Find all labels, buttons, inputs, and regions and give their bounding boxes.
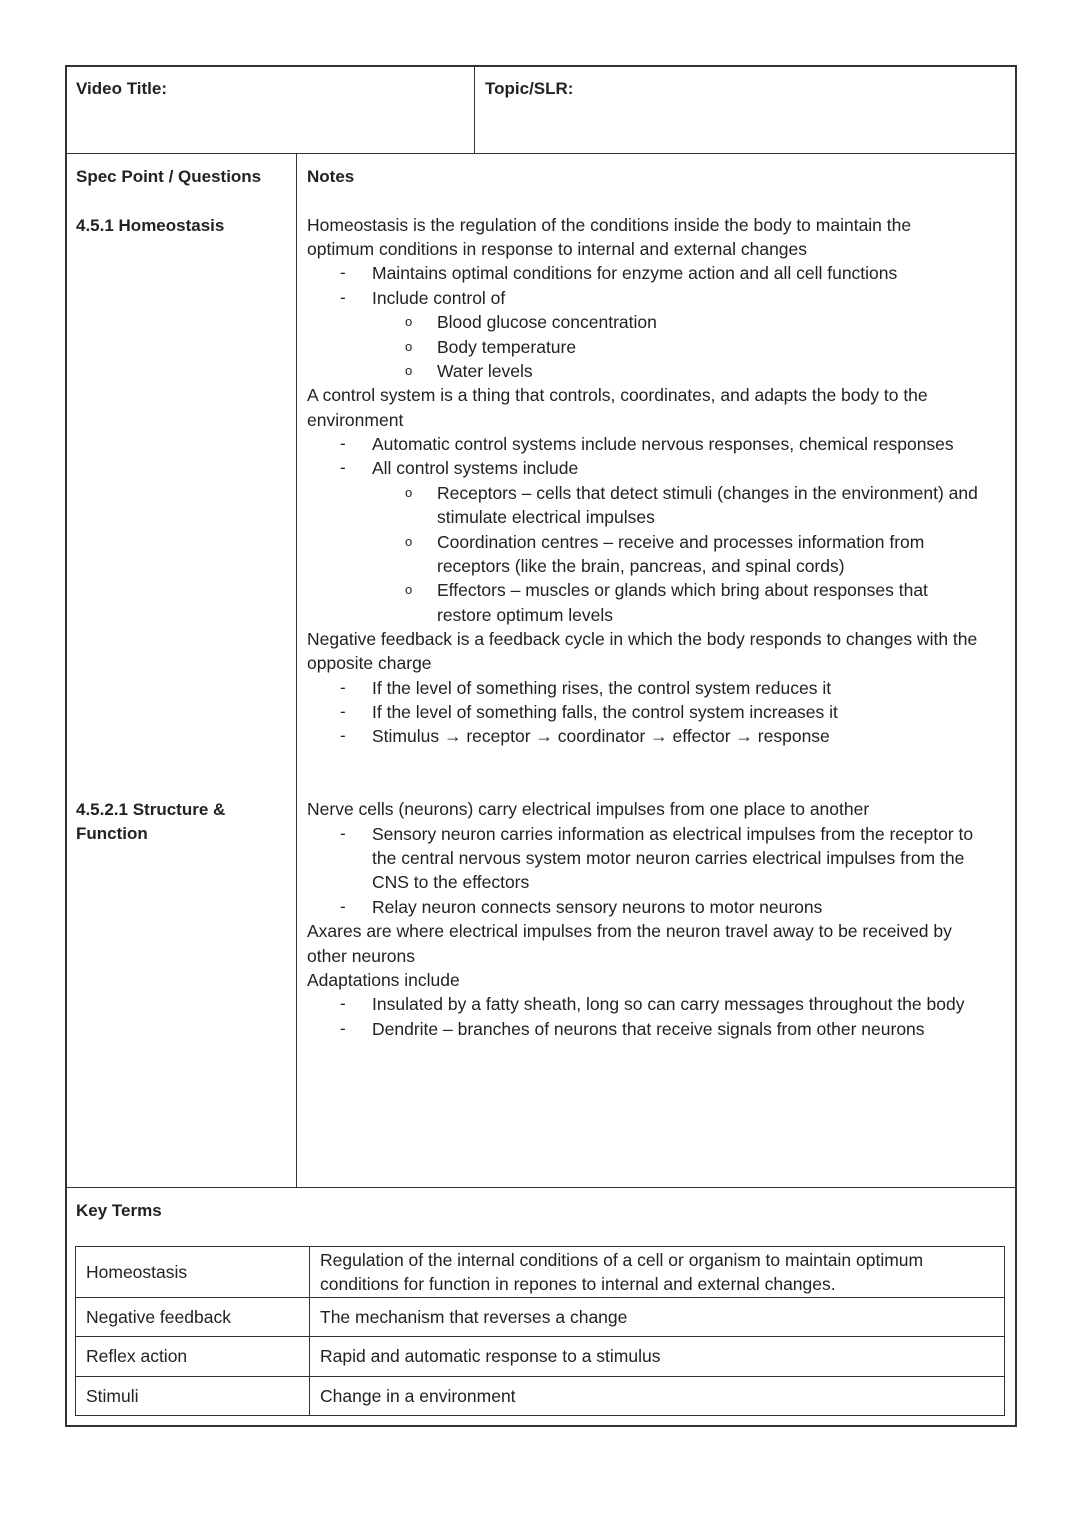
note-line: Sensory neuron carries information as electrical impulses from the receptor to bbox=[372, 824, 974, 844]
note-line: receptors (like the brain, pancreas, and spinal cords) bbox=[437, 556, 845, 576]
topic-slr-label: Topic/SLR: bbox=[485, 79, 574, 98]
note-line: Stimulus → receptor → coordinator → effector → response bbox=[372, 726, 830, 746]
definition-cell: Rapid and automatic response to a stimulus bbox=[310, 1337, 1005, 1377]
definition-line: conditions for function in repones to internal and external changes. bbox=[320, 1274, 836, 1294]
dash-bullet: - bbox=[340, 263, 346, 282]
table-row bbox=[76, 1298, 1005, 1337]
dash-bullet: - bbox=[340, 1019, 346, 1038]
note-line: Include control of bbox=[372, 288, 506, 308]
dash-bullet: - bbox=[340, 702, 346, 721]
note-line: Dendrite – branches of neurons that receive signals from other neurons bbox=[372, 1019, 925, 1039]
circle-bullet: o bbox=[405, 363, 413, 378]
note-line: Maintains optimal conditions for enzyme action and all cell functions bbox=[372, 263, 898, 283]
spec-notes-divider bbox=[296, 153, 297, 1188]
term-cell: Homeostasis bbox=[76, 1247, 310, 1298]
spec-column-heading: Spec Point / Questions bbox=[76, 167, 262, 186]
note-line: optimum conditions in response to internal and external changes bbox=[307, 239, 808, 259]
note-line: Nerve cells (neurons) carry electrical impulses from one place to another bbox=[307, 799, 870, 819]
note-line: All control systems include bbox=[372, 458, 579, 478]
circle-bullet: o bbox=[405, 582, 413, 597]
note-line: Effectors – muscles or glands which bring about responses that bbox=[437, 580, 928, 600]
note-line: Blood glucose concentration bbox=[437, 312, 657, 332]
circle-bullet: o bbox=[405, 485, 413, 500]
term-cell: Stimuli bbox=[76, 1377, 310, 1416]
table-row bbox=[76, 1337, 1005, 1377]
key-terms-top-rule bbox=[66, 1187, 1016, 1188]
note-line: A control system is a thing that controls, coordinates, and adapts the body to the bbox=[307, 385, 928, 405]
dash-bullet: - bbox=[340, 434, 346, 453]
note-line: Adaptations include bbox=[307, 970, 460, 990]
definition-cell: Change in a environment bbox=[310, 1377, 1005, 1416]
note-line: Negative feedback is a feedback cycle in which the body responds to changes with the bbox=[307, 629, 978, 649]
term-cell: Negative feedback bbox=[76, 1298, 310, 1337]
note-line: Insulated by a fatty sheath, long so can carry messages throughout the body bbox=[372, 994, 965, 1014]
spec-point-homeostasis: 4.5.1 Homeostasis bbox=[76, 216, 225, 235]
dash-bullet: - bbox=[340, 726, 346, 745]
note-line: Coordination centres – receive and processes information from bbox=[437, 532, 925, 552]
note-line: CNS to the effectors bbox=[372, 872, 530, 892]
note-line: environment bbox=[307, 410, 404, 430]
note-line: Body temperature bbox=[437, 337, 577, 357]
video-title-label: Video Title: bbox=[76, 79, 168, 98]
note-line: If the level of something falls, the control system increases it bbox=[372, 702, 838, 722]
key-terms-heading: Key Terms bbox=[76, 1201, 162, 1220]
note-line: Axares are where electrical impulses from the neuron travel away to be received by bbox=[307, 921, 952, 941]
circle-bullet: o bbox=[405, 534, 413, 549]
note-line: Homeostasis is the regulation of the conditions inside the body to maintain the bbox=[307, 215, 912, 235]
dash-bullet: - bbox=[340, 678, 346, 697]
dash-bullet: - bbox=[340, 458, 346, 477]
note-line: the central nervous system motor neuron carries electrical impulses from the bbox=[372, 848, 965, 868]
circle-bullet: o bbox=[405, 314, 413, 329]
dash-bullet: - bbox=[340, 994, 346, 1013]
note-line: other neurons bbox=[307, 946, 415, 966]
notes-column-heading: Notes bbox=[307, 167, 355, 186]
note-line: stimulate electrical impulses bbox=[437, 507, 655, 527]
spec-point-structure: 4.5.2.1 Structure & bbox=[76, 800, 226, 819]
table-row bbox=[76, 1377, 1005, 1416]
term-cell: Reflex action bbox=[76, 1337, 310, 1377]
header-divider bbox=[474, 66, 475, 154]
spec-point-structure-cont: Function bbox=[76, 824, 148, 843]
note-line: opposite charge bbox=[307, 653, 432, 673]
note-line: Water levels bbox=[437, 361, 533, 381]
definition-cell bbox=[310, 1247, 1005, 1298]
definition-cell: The mechanism that reverses a change bbox=[310, 1298, 1005, 1337]
note-line: Receptors – cells that detect stimuli (changes in the environment) and bbox=[437, 483, 978, 503]
note-line: If the level of something rises, the control system reduces it bbox=[372, 678, 832, 698]
table-row bbox=[76, 1247, 1005, 1298]
circle-bullet: o bbox=[405, 339, 413, 354]
dash-bullet: - bbox=[340, 824, 346, 843]
note-line: Automatic control systems include nervous responses, chemical responses bbox=[372, 434, 954, 454]
dash-bullet: - bbox=[340, 288, 346, 307]
dash-bullet: - bbox=[340, 897, 346, 916]
note-line: Relay neuron connects sensory neurons to motor neurons bbox=[372, 897, 823, 917]
definition-line: Regulation of the internal conditions of a cell or organism to maintain optimum bbox=[320, 1249, 924, 1270]
note-line: restore optimum levels bbox=[437, 605, 614, 625]
header-bottom-rule bbox=[66, 153, 1016, 154]
key-terms-table bbox=[75, 1246, 1005, 1416]
